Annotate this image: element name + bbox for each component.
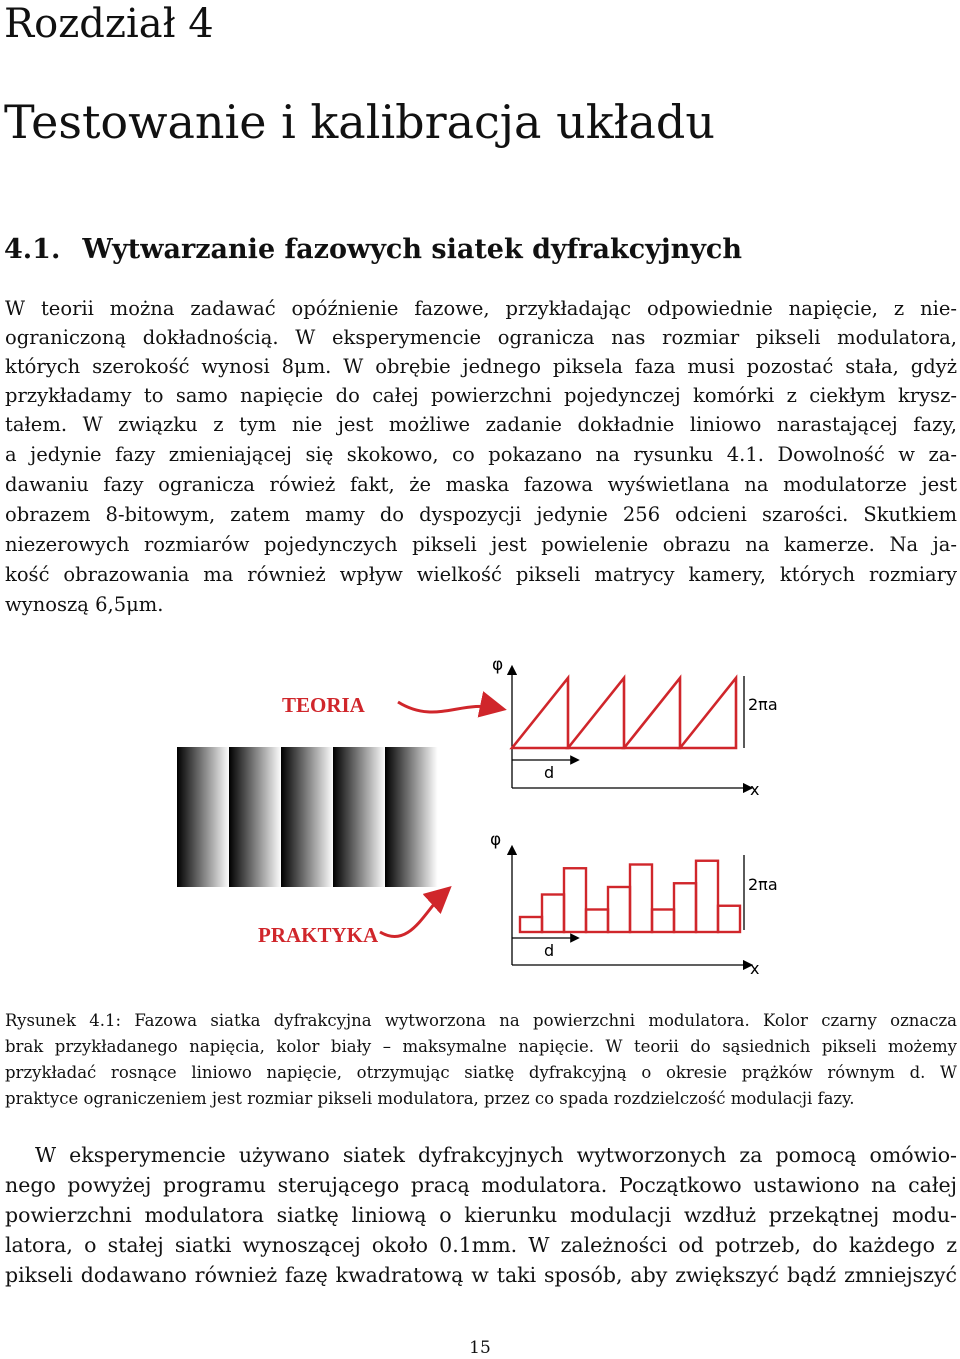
theory-phi-label: φ bbox=[492, 655, 504, 675]
practice-label: PRAKTYKA bbox=[258, 923, 379, 947]
paragraph-line: pikseli dodawano również fazę kwadratową w taki sposób, aby zwiększyć bądź zmniejszyć bbox=[5, 1263, 957, 1287]
paragraph-line: wynoszą 6,5μm. bbox=[5, 593, 164, 616]
theory-sawtooth bbox=[512, 678, 736, 748]
practice-arrow bbox=[380, 892, 445, 937]
paragraph-line: W teorii można zadawać opóźnienie fazowe, przykładając odpowiednie napięcie, z nie- bbox=[5, 297, 957, 320]
practice-phi-label: φ bbox=[490, 830, 502, 850]
chapter-title: Testowanie i kalibracja układu bbox=[4, 95, 716, 149]
sawtooth-tooth bbox=[624, 678, 680, 748]
grating-stripe bbox=[229, 747, 282, 887]
chapter-heading: Rozdział 4 bbox=[4, 1, 214, 47]
phase-step-bar bbox=[652, 910, 674, 933]
phase-step-bar bbox=[520, 917, 542, 932]
page-number: 15 bbox=[469, 1338, 491, 1358]
section-number: 4.1. bbox=[4, 234, 61, 265]
caption-line: Rysunek 4.1: Fazowa siatka dyfrakcyjna wytworzona na powierzchni modulatora. Kolor czarny oznacza bbox=[5, 1011, 957, 1030]
practice-amplitude-label: 2πa bbox=[748, 875, 778, 894]
sawtooth-tooth bbox=[568, 678, 624, 748]
paragraph-line: których szerokość wynosi 8μm. W obrębie jednego piksela faza musi pozostać stała, gdyż bbox=[5, 355, 957, 378]
grating-stripe bbox=[333, 747, 386, 887]
caption-line: praktyce ograniczeniem jest rozmiar pikseli modulatora, przez co spada rozdzielczość modulacji fazy. bbox=[5, 1089, 855, 1108]
paragraph-line: przykładamy to samo napięcie do całej powierzchni pojedynczej komórki z ciekłym krysz- bbox=[5, 384, 957, 407]
paragraph-line: obrazem 8-bitowym, zatem mamy do dyspozycji jedynie 256 odcieni szarości. Skutkiem bbox=[5, 503, 957, 526]
grating-stripe bbox=[385, 747, 438, 887]
paragraph-line: ograniczoną dokładnością. W eksperymencie ogranicza nas rozmiar pikseli modulatora, bbox=[5, 326, 957, 349]
phase-step-bar bbox=[674, 883, 696, 932]
phase-step-bar bbox=[542, 895, 564, 933]
caption-line: przykładać rosnące liniowo napięcie, otrzymując siatkę dyfrakcyjną o okresie prążków równym d. W bbox=[5, 1063, 957, 1082]
theory-x-label: x bbox=[750, 780, 760, 799]
practice-x-label: x bbox=[750, 959, 760, 978]
phase-step-bar bbox=[630, 865, 652, 933]
sawtooth-tooth bbox=[680, 678, 736, 748]
practice-steps bbox=[520, 861, 740, 932]
paragraph-line: niezerowych rozmiarów pojedynczych pikseli jest powielenie obrazu na kamerze. Na ja- bbox=[5, 533, 957, 556]
phase-step-bar bbox=[564, 868, 586, 932]
sawtooth-tooth bbox=[512, 678, 568, 748]
grating-stripes bbox=[177, 747, 438, 887]
paragraph-line: latora, o stałej siatki wynoszącej około 0.1mm. W zależności od potrzeb, do każdego z bbox=[5, 1233, 957, 1257]
caption-line: brak przykładanego napięcia, kolor biały – maksymalne napięcie. W teorii do sąsiednich pikseli możemy bbox=[5, 1037, 957, 1056]
figure-phase-grating bbox=[170, 640, 810, 1000]
theory-label: TEORIA bbox=[282, 693, 365, 717]
theory-period-label: d bbox=[544, 763, 555, 782]
phase-step-bar bbox=[696, 861, 718, 932]
paragraph-line: nego powyżej programu sterującego pracą modulatora. Początkowo ustawiono na całej bbox=[5, 1173, 957, 1197]
theory-amplitude-label: 2πa bbox=[748, 695, 778, 714]
section-heading bbox=[4, 232, 742, 268]
paragraph-line: powierzchni modulatora siatkę liniową o kierunku modulacji wzdłuż przekątnej modu- bbox=[5, 1203, 957, 1227]
phase-step-bar bbox=[586, 910, 608, 933]
paragraph-line: a jedynie fazy zmieniającej się skokowo, co pokazano na rysunku 4.1. Dowolność w za- bbox=[5, 443, 957, 466]
grating-stripe bbox=[177, 747, 230, 887]
practice-period-label: d bbox=[544, 941, 555, 960]
grating-stripe bbox=[281, 747, 334, 887]
phase-step-bar bbox=[718, 906, 740, 932]
phase-step-bar bbox=[608, 887, 630, 932]
paragraph-line: tałem. W związku z tym nie jest możliwe zadanie dokładnie liniowo narastającej fazy, bbox=[5, 413, 957, 436]
section-title: Wytwarzanie fazowych siatek dyfrakcyjnych bbox=[82, 234, 742, 265]
paragraph-line: kość obrazowania ma również wpływ wielkość pikseli matrycy kamery, których rozmiary bbox=[5, 563, 957, 586]
theory-arrow bbox=[398, 702, 498, 712]
paragraph-line: dawaniu fazy ogranicza rówież fakt, że maska fazowa wyświetlana na modulatorze jest bbox=[5, 473, 957, 496]
paragraph-line: W eksperymencie używano siatek dyfrakcyjnych wytworzonych za pomocą omówio- bbox=[35, 1143, 957, 1167]
